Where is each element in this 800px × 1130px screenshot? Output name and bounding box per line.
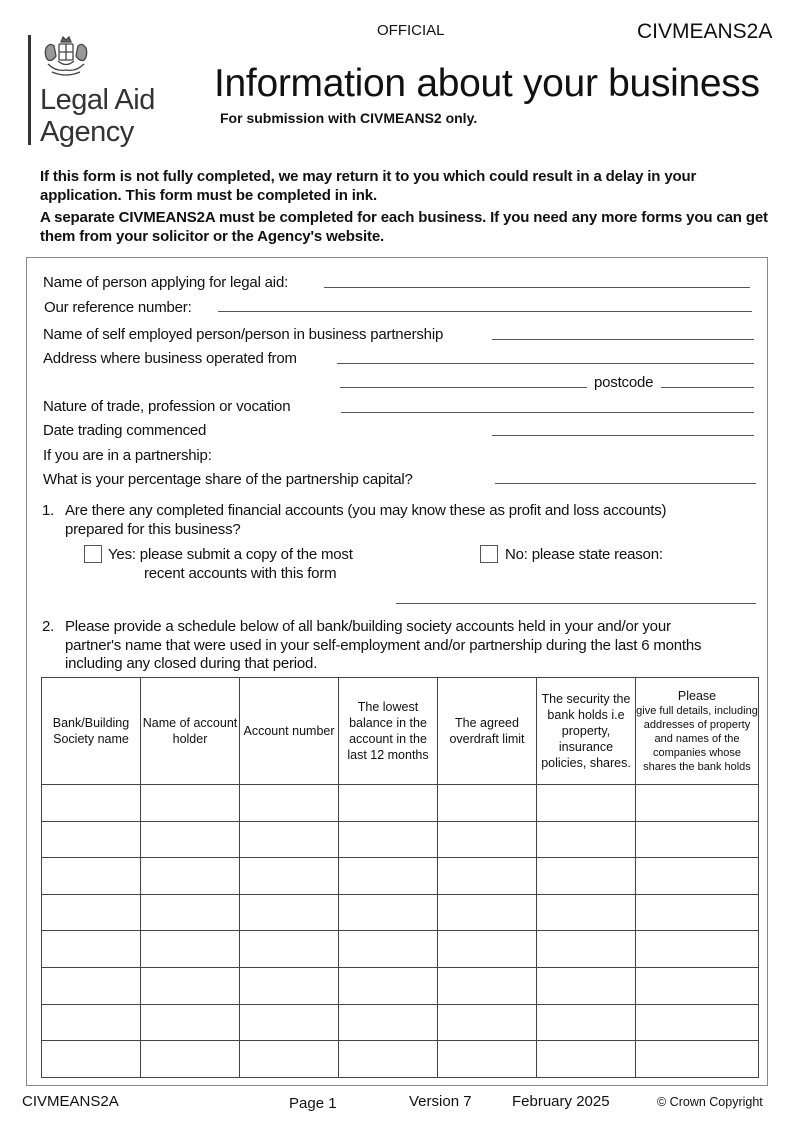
no-reason-field[interactable]	[396, 603, 756, 604]
column-header-bank-security: The security the bank holds i.e property, insurance policies, shares.	[537, 678, 636, 785]
table-row	[42, 858, 759, 895]
table-cell-account-holder[interactable]	[141, 894, 240, 931]
table-cell-full-details[interactable]	[636, 967, 759, 1004]
column-header-overdraft-limit: The agreed overdraft limit	[438, 678, 537, 785]
footer-page-number: Page 1	[289, 1095, 337, 1112]
table-cell-bank-security[interactable]	[537, 931, 636, 968]
lowest-balance-input[interactable]	[339, 1005, 437, 1041]
bank-security-input[interactable]	[537, 858, 635, 894]
business-address-line2-field[interactable]	[340, 387, 587, 388]
table-cell-lowest-balance[interactable]	[339, 821, 438, 858]
lowest-balance-input[interactable]	[339, 931, 437, 967]
overdraft-limit-input[interactable]	[438, 785, 536, 821]
account-holder-input[interactable]	[141, 1005, 239, 1041]
table-cell-lowest-balance[interactable]	[339, 967, 438, 1004]
full-details-input[interactable]	[636, 785, 758, 821]
table-cell-full-details[interactable]	[636, 1004, 759, 1041]
footer-form-code: CIVMEANS2A	[22, 1093, 119, 1110]
partnership-share-field[interactable]	[495, 483, 756, 484]
footer-date: February 2025	[512, 1093, 610, 1110]
question-2-text-line-3: including any closed during that period.	[65, 655, 318, 672]
royal-coat-of-arms-icon	[38, 34, 94, 80]
bank-name-input[interactable]	[42, 858, 140, 894]
account-holder-input[interactable]	[141, 968, 239, 1004]
overdraft-limit-input[interactable]	[438, 931, 536, 967]
nature-of-trade-field[interactable]	[341, 412, 754, 413]
lowest-balance-input[interactable]	[339, 858, 437, 894]
yes-label-line-1: Yes: please submit a copy of the most	[108, 546, 353, 563]
table-cell-account-number[interactable]	[240, 821, 339, 858]
account-number-input[interactable]	[240, 968, 338, 1004]
table-row	[42, 1041, 759, 1078]
account-holder-input[interactable]	[141, 1041, 239, 1077]
table-cell-bank-name[interactable]	[42, 1004, 141, 1041]
applicant-name-field[interactable]	[324, 287, 750, 288]
table-cell-full-details[interactable]	[636, 1041, 759, 1078]
question-2-number: 2.	[42, 618, 55, 635]
table-cell-lowest-balance[interactable]	[339, 1004, 438, 1041]
bank-name-input[interactable]	[42, 1005, 140, 1041]
bank-security-input[interactable]	[537, 822, 635, 858]
bank-accounts-table	[41, 677, 759, 1078]
nature-of-trade-label: Nature of trade, profession or vocation	[43, 398, 291, 415]
classification-label: OFFICIAL	[377, 22, 445, 39]
table-cell-account-holder[interactable]	[141, 931, 240, 968]
self-employed-name-field[interactable]	[492, 339, 754, 340]
table-cell-account-holder[interactable]	[141, 967, 240, 1004]
full-details-input[interactable]	[636, 968, 758, 1004]
table-cell-bank-name[interactable]	[42, 858, 141, 895]
table-cell-full-details[interactable]	[636, 821, 759, 858]
column-header-full-details-rest: give full details, including addresses of property and names of the companies whose shares the bank holds	[636, 704, 758, 773]
reference-number-label: Our reference number:	[44, 299, 192, 316]
full-details-input[interactable]	[636, 822, 758, 858]
logo-line-1: Legal Aid	[40, 84, 155, 116]
table-cell-bank-security[interactable]	[537, 1041, 636, 1078]
table-cell-bank-security[interactable]	[537, 967, 636, 1004]
column-header-bank-name: Bank/Building Society name	[42, 678, 141, 785]
bank-name-input[interactable]	[42, 931, 140, 967]
account-number-input[interactable]	[240, 895, 338, 931]
postcode-label: postcode	[594, 374, 654, 391]
account-holder-input[interactable]	[141, 858, 239, 894]
account-number-input[interactable]	[240, 1041, 338, 1077]
table-cell-account-holder[interactable]	[141, 1041, 240, 1078]
overdraft-limit-input[interactable]	[438, 968, 536, 1004]
table-cell-bank-name[interactable]	[42, 894, 141, 931]
reference-number-field[interactable]	[218, 311, 752, 312]
table-cell-bank-name[interactable]	[42, 821, 141, 858]
question-2-text-line-2: partner's name that were used in your self-employment and/or partnership during the last 6 months	[65, 637, 702, 654]
full-details-input[interactable]	[636, 895, 758, 931]
business-address-field[interactable]	[337, 363, 754, 364]
lowest-balance-input[interactable]	[339, 1041, 437, 1077]
overdraft-limit-input[interactable]	[438, 822, 536, 858]
table-cell-bank-security[interactable]	[537, 1004, 636, 1041]
table-cell-bank-security[interactable]	[537, 821, 636, 858]
column-header-full-details	[636, 678, 759, 785]
page-subtitle: For submission with CIVMEANS2 only.	[220, 110, 478, 126]
partnership-share-label: What is your percentage share of the partnership capital?	[43, 471, 413, 488]
logo-line-2: Agency	[40, 116, 134, 148]
account-holder-input[interactable]	[141, 931, 239, 967]
account-holder-input[interactable]	[141, 895, 239, 931]
account-holder-input[interactable]	[141, 822, 239, 858]
table-cell-account-number[interactable]	[240, 894, 339, 931]
table-cell-overdraft-limit[interactable]	[438, 1004, 537, 1041]
date-commenced-label: Date trading commenced	[43, 422, 207, 439]
lowest-balance-input[interactable]	[339, 785, 437, 821]
form-code: CIVMEANS2A	[637, 20, 773, 43]
account-number-input[interactable]	[240, 822, 338, 858]
overdraft-limit-input[interactable]	[438, 1041, 536, 1077]
overdraft-limit-input[interactable]	[438, 1005, 536, 1041]
question-1-text-line-1: Are there any completed financial accounts (you may know these as profit and loss accounts)	[65, 502, 667, 519]
no-checkbox[interactable]	[480, 545, 498, 563]
account-holder-input[interactable]	[141, 785, 239, 821]
lowest-balance-input[interactable]	[339, 895, 437, 931]
table-cell-lowest-balance[interactable]	[339, 858, 438, 895]
table-row	[42, 931, 759, 968]
footer-copyright: © Crown Copyright	[657, 1095, 763, 1109]
table-row	[42, 894, 759, 931]
intro-paragraph-1: If this form is not fully completed, we may return it to you which could result in a delay in your application. This form must be completed in ink.	[40, 168, 697, 204]
table-row	[42, 785, 759, 822]
table-cell-account-number[interactable]	[240, 1004, 339, 1041]
table-cell-account-holder[interactable]	[141, 785, 240, 822]
table-cell-overdraft-limit[interactable]	[438, 821, 537, 858]
table-cell-account-holder[interactable]	[141, 858, 240, 895]
full-details-input[interactable]	[636, 931, 758, 967]
table-cell-full-details[interactable]	[636, 785, 759, 822]
bank-name-input[interactable]	[42, 822, 140, 858]
full-details-input[interactable]	[636, 1005, 758, 1041]
table-cell-lowest-balance[interactable]	[339, 785, 438, 822]
table-cell-bank-name[interactable]	[42, 967, 141, 1004]
table-cell-overdraft-limit[interactable]	[438, 931, 537, 968]
yes-checkbox[interactable]	[84, 545, 102, 563]
column-header-full-details-first: Please	[677, 688, 717, 703]
table-cell-account-number[interactable]	[240, 785, 339, 822]
intro-paragraph-2: A separate CIVMEANS2A must be completed for each business. If you need any more forms you can get them from your solicitor or the Agency's website.	[40, 209, 768, 245]
table-row	[42, 1004, 759, 1041]
question-1-number: 1.	[42, 502, 55, 519]
column-header-account-number: Account number	[240, 678, 339, 785]
bank-name-input[interactable]	[42, 968, 140, 1004]
table-row	[42, 821, 759, 858]
bank-security-input[interactable]	[537, 895, 635, 931]
table-cell-bank-name[interactable]	[42, 785, 141, 822]
overdraft-limit-input[interactable]	[438, 895, 536, 931]
table-cell-full-details[interactable]	[636, 931, 759, 968]
table-cell-overdraft-limit[interactable]	[438, 858, 537, 895]
table-cell-bank-security[interactable]	[537, 785, 636, 822]
table-cell-bank-name[interactable]	[42, 931, 141, 968]
business-address-label: Address where business operated from	[43, 350, 297, 367]
postcode-field[interactable]	[661, 387, 754, 388]
full-details-input[interactable]	[636, 1041, 758, 1077]
bank-security-input[interactable]	[537, 1005, 635, 1041]
account-number-input[interactable]	[240, 931, 338, 967]
table-cell-overdraft-limit[interactable]	[438, 1041, 537, 1078]
table-cell-overdraft-limit[interactable]	[438, 785, 537, 822]
lowest-balance-input[interactable]	[339, 822, 437, 858]
page-title: Information about your business	[214, 62, 760, 105]
partnership-heading: If you are in a partnership:	[43, 447, 212, 464]
table-cell-account-number[interactable]	[240, 858, 339, 895]
overdraft-limit-input[interactable]	[438, 858, 536, 894]
table-cell-account-holder[interactable]	[141, 821, 240, 858]
yes-label-line-2: recent accounts with this form	[144, 565, 337, 582]
column-header-account-holder: Name of account holder	[141, 678, 240, 785]
no-label: No: please state reason:	[505, 546, 663, 563]
table-cell-lowest-balance[interactable]	[339, 1041, 438, 1078]
table-cell-account-number[interactable]	[240, 931, 339, 968]
account-number-input[interactable]	[240, 785, 338, 821]
agency-logo-text	[40, 84, 155, 148]
self-employed-name-label: Name of self employed person/person in business partnership	[43, 326, 444, 343]
table-cell-account-holder[interactable]	[141, 1004, 240, 1041]
bank-security-input[interactable]	[537, 968, 635, 1004]
question-1-text-line-2: prepared for this business?	[65, 521, 241, 538]
full-details-input[interactable]	[636, 858, 758, 894]
account-number-input[interactable]	[240, 858, 338, 894]
bank-name-input[interactable]	[42, 895, 140, 931]
date-commenced-field[interactable]	[492, 435, 754, 436]
table-cell-bank-security[interactable]	[537, 894, 636, 931]
footer-version: Version 7	[409, 1093, 472, 1110]
table-cell-overdraft-limit[interactable]	[438, 894, 537, 931]
logo-divider	[28, 35, 31, 145]
applicant-name-label: Name of person applying for legal aid:	[43, 274, 289, 291]
table-row	[42, 967, 759, 1004]
table-cell-account-number[interactable]	[240, 1041, 339, 1078]
table-cell-account-number[interactable]	[240, 967, 339, 1004]
bank-name-input[interactable]	[42, 1041, 140, 1077]
table-cell-lowest-balance[interactable]	[339, 894, 438, 931]
bank-security-input[interactable]	[537, 931, 635, 967]
question-2-text-line-1: Please provide a schedule below of all bank/building society accounts held in your and/or your	[65, 618, 671, 635]
lowest-balance-input[interactable]	[339, 968, 437, 1004]
table-cell-bank-name[interactable]	[42, 1041, 141, 1078]
table-cell-full-details[interactable]	[636, 858, 759, 895]
bank-security-input[interactable]	[537, 1041, 635, 1077]
table-cell-lowest-balance[interactable]	[339, 931, 438, 968]
column-header-lowest-balance: The lowest balance in the account in the last 12 months	[339, 678, 438, 785]
table-cell-bank-security[interactable]	[537, 858, 636, 895]
bank-name-input[interactable]	[42, 785, 140, 821]
account-number-input[interactable]	[240, 1005, 338, 1041]
table-cell-full-details[interactable]	[636, 894, 759, 931]
table-header-row	[42, 678, 759, 785]
bank-security-input[interactable]	[537, 785, 635, 821]
table-cell-overdraft-limit[interactable]	[438, 967, 537, 1004]
